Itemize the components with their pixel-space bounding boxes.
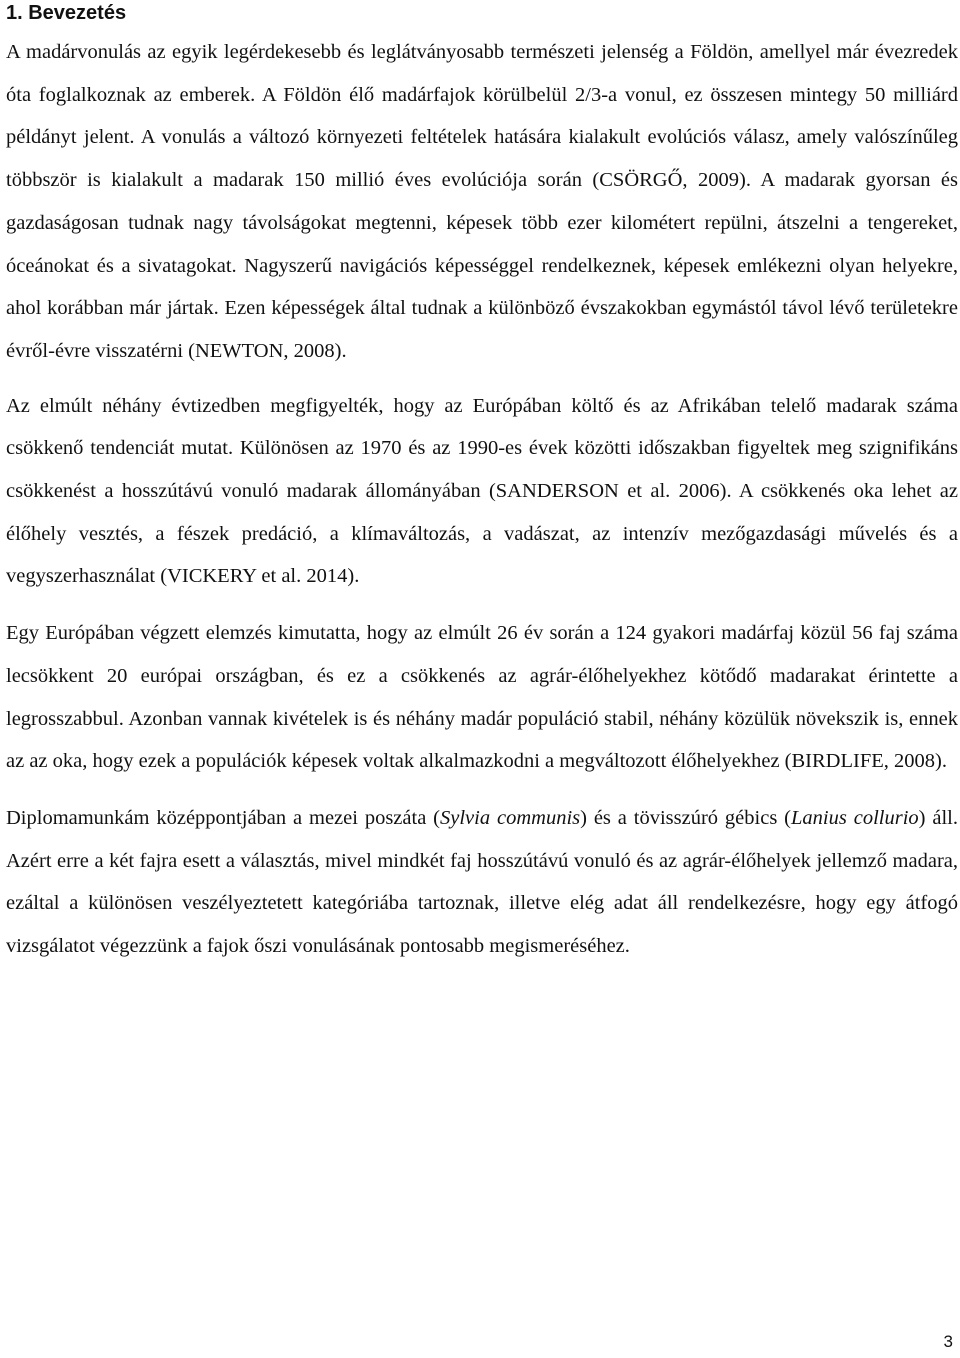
paragraph-european-analysis: Egy Európában végzett elemzés kimutatta, hogy az elmúlt 26 év során a 124 gyakori madárfaj közül 56 faj száma lecsökkent 20 európai országban, és ez a csökkenés az agrár-élőhelyekhez kötődő madarakat érintette a legrosszabbul. Azonban vannak kivételek is és néhány madár populáció stabil, néhány közülük növekszik is, ennek az az oka, hogy ezek a populációk képesek voltak alkalmazkodni a megváltozott élőhelyekhez (BIRDLIFE, 2008). <box>6 622 958 773</box>
species-name-lanius-collurio: Lanius collurio <box>791 806 919 829</box>
section-heading: 1. Bevezetés <box>6 2 127 24</box>
paragraph-thesis-focus <box>6 797 958 968</box>
document-page <box>6 0 958 968</box>
paragraph-population-decline: Az elmúlt néhány évtizedben megfigyelték, hogy az Európában költő és az Afrikában telelő madarak száma csökkenő tendenciát mutat. Különösen az 1970 és az 1990-es évek közötti időszakban figyeltek meg szignifikáns csökkenést a hosszútávú vonuló madarak állományában (SANDERSON et al. 2006). A csökkenés oka lehet az élőhely vesztés, a fészek predáció, a klímaváltozás, a vadászat, az intenzív mezőgazdasági művelés és a vegyszerhasználat (VICKERY et al. 2014). <box>6 394 958 588</box>
paragraph-migration-intro: A madárvonulás az egyik legérdekesebb és leglátványosabb természeti jelenség a Földön, amellyel már évezredek óta foglalkoznak az emberek. A Földön élő madárfajok körülbelül 2/3-a vonul, ez összesen mintegy 50 milliárd példányt jelent. A vonulás a változó környezeti feltételek hatására kialakult evolúciós válasz, amely valószínűleg többször is kialakult a madarak 150 millió éves evolúciója során (CSÖRGŐ, 2009). A madarak gyorsan és gazdaságosan tudnak nagy távolságokat megtenni, képesek több ezer kilométert repülni, átszelni a tengereket, óceánokat és a sivatagokat. Nagyszerű navigációs képességgel rendelkeznek, képesek emlékezni olyan helyekre, ahol korábban már jártak. Ezen képességek által tudnak a különböző évszakokban egymástól távol lévő területekre évről-évre visszatérni (NEWTON, 2008). <box>6 41 958 362</box>
page-number: 3 <box>943 1332 953 1351</box>
thesis-text-part3: ) áll. Azért erre a két fajra esett a választás, mivel mindkét faj hosszútávú vonuló és az agrár-élőhelyek jellemző madara, ezáltal a különösen veszélyeztetett kategóriába tartoznak, illetve elég adat áll rendelkezésre, hogy egy átfogó vizsgálatot végezzünk a fajok őszi vonulásának pontosabb megismeréséhez. <box>6 806 958 958</box>
thesis-text-part2: ) és a tövisszúró gébics ( <box>580 806 792 829</box>
species-name-sylvia-communis: Sylvia communis <box>440 806 581 829</box>
thesis-text-part1: Diplomamunkám középpontjában a mezei poszáta ( <box>6 806 441 829</box>
